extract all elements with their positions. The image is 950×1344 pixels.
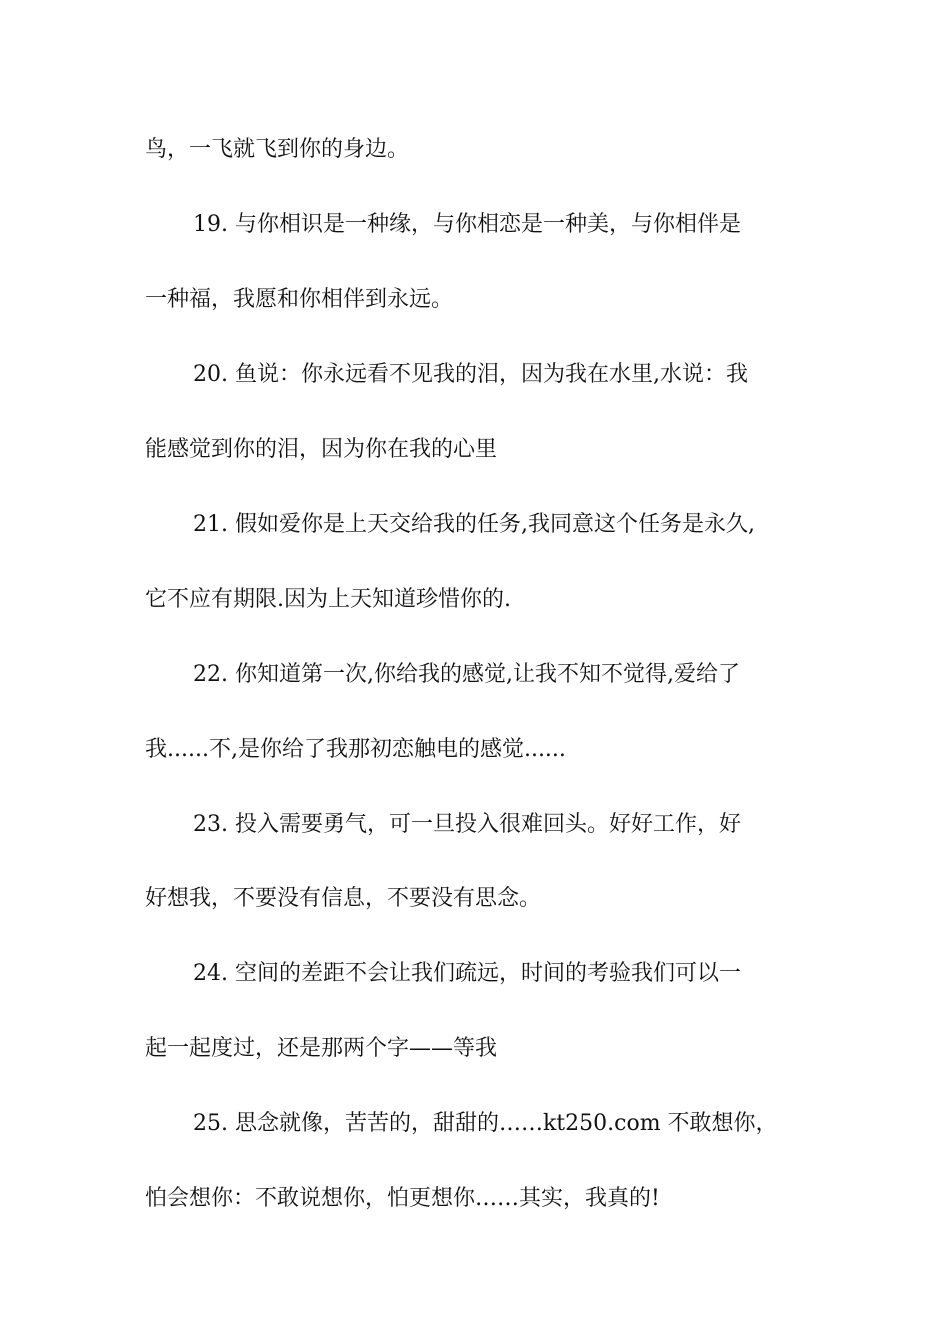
- text-line-1: 鸟，一飞就飞到你的身边。: [145, 137, 410, 162]
- text-line-13: 起一起度过，还是那两个字——等我: [145, 1036, 498, 1061]
- text-line-15: 怕会想你：不敢说想你，怕更想你……其实，我真的!: [145, 1186, 660, 1211]
- text-line-11: 好想我，不要没有信息，不要没有思念。: [145, 886, 542, 911]
- text-line-2: 19. 与你相识是一种缘，与你相恋是一种美，与你相伴是: [193, 212, 741, 237]
- text-line-5: 能感觉到你的泪，因为你在我的心里: [145, 437, 498, 462]
- text-line-14: 25. 思念就像，苦苦的，甜甜的……kt250.com 不敢想你，: [193, 1111, 778, 1136]
- text-line-7: 它不应有期限.因为上天知道珍惜你的.: [145, 587, 511, 612]
- text-line-4: 20. 鱼说：你永远看不见我的泪，因为我在水里,水说：我: [193, 362, 748, 387]
- text-line-6: 21. 假如爱你是上天交给我的任务,我同意这个任务是永久,: [193, 512, 755, 537]
- text-line-8: 22. 你知道第一次,你给我的感觉,让我不知不觉得,爱给了: [193, 662, 740, 687]
- text-line-12: 24. 空间的差距不会让我们疏远，时间的考验我们可以一: [193, 961, 741, 986]
- text-line-9: 我......不,是你给了我那初恋触电的感觉......: [145, 737, 566, 762]
- text-line-3: 一种福，我愿和你相伴到永远。: [145, 287, 454, 312]
- text-line-10: 23. 投入需要勇气，可一旦投入很难回头。好好工作，好: [193, 812, 741, 837]
